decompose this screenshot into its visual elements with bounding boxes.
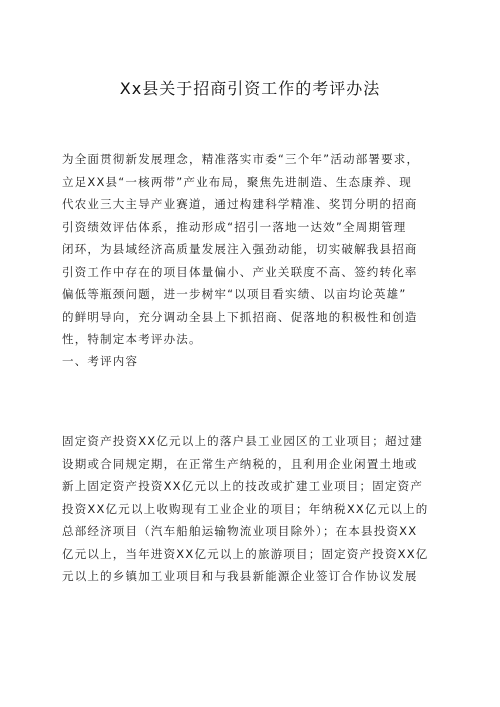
section-paragraph [62, 430, 442, 588]
paragraph-line: 固定资产投资XX亿元以上的落户县工业园区的工业项目；超过建 [62, 434, 424, 448]
paragraph-line: 的鲜明导向，充分调动全县上下抓招商、促落地的积极性和创造 [62, 309, 418, 324]
paragraph-line: 立足XX县“一核两带”产业布局，聚焦先进制造、生态康养、现 [62, 174, 412, 189]
paragraph-line: 投资XX亿元以上收购现有工业企业的项目；年纳税XX亿元以上的 [62, 501, 429, 516]
paragraph-line: 代农业三大主导产业赛道，通过构建科学精准、奖罚分明的招商 [62, 197, 418, 211]
paragraph-line: 性，特制定本考评办法。 [62, 332, 202, 346]
paragraph-line: 元以上的乡镇加工业项目和与我县新能源企业签订合作协议发展 [62, 569, 418, 583]
paragraph-line: 亿元以上，当年进资XX亿元以上的旅游项目；固定资产投资XX亿 [62, 546, 429, 561]
section-heading: 一、考评内容 [62, 354, 139, 368]
paragraph-line: 设期或合同规定期，在正常生产纳税的，且利用企业闲置土地或 [62, 456, 418, 471]
intro-paragraph [62, 148, 442, 351]
paragraph-line: 引资绩效评估体系，推动形成“招引一落地一达效”全周期管理 [62, 219, 407, 234]
document-title: Xx县关于招商引资工作的考评办法 [119, 79, 381, 98]
paragraph-line: 总部经济项目（汽车船舶运输物流业项目除外）；在本县投资XX [62, 524, 418, 538]
paragraph-line: 为全面贯彻新发展理念，精准落实市委“三个年”活动部署要求， [62, 152, 420, 166]
paragraph-line: 新上固定资产投资XX亿元以上的技改或扩建工业项目；固定资产 [62, 479, 424, 493]
paragraph-line: 引资工作中存在的项目体量偏小、产业关联度不高、签约转化率 [62, 264, 418, 279]
paragraph-line: 偏低等瓶颈问题，进一步树牢“以项目看实绩、以亩均论英雄” [62, 287, 407, 301]
paragraph-line: 闭环，为县域经济高质量发展注入强劲动能，切实破解我县招商 [62, 242, 418, 256]
